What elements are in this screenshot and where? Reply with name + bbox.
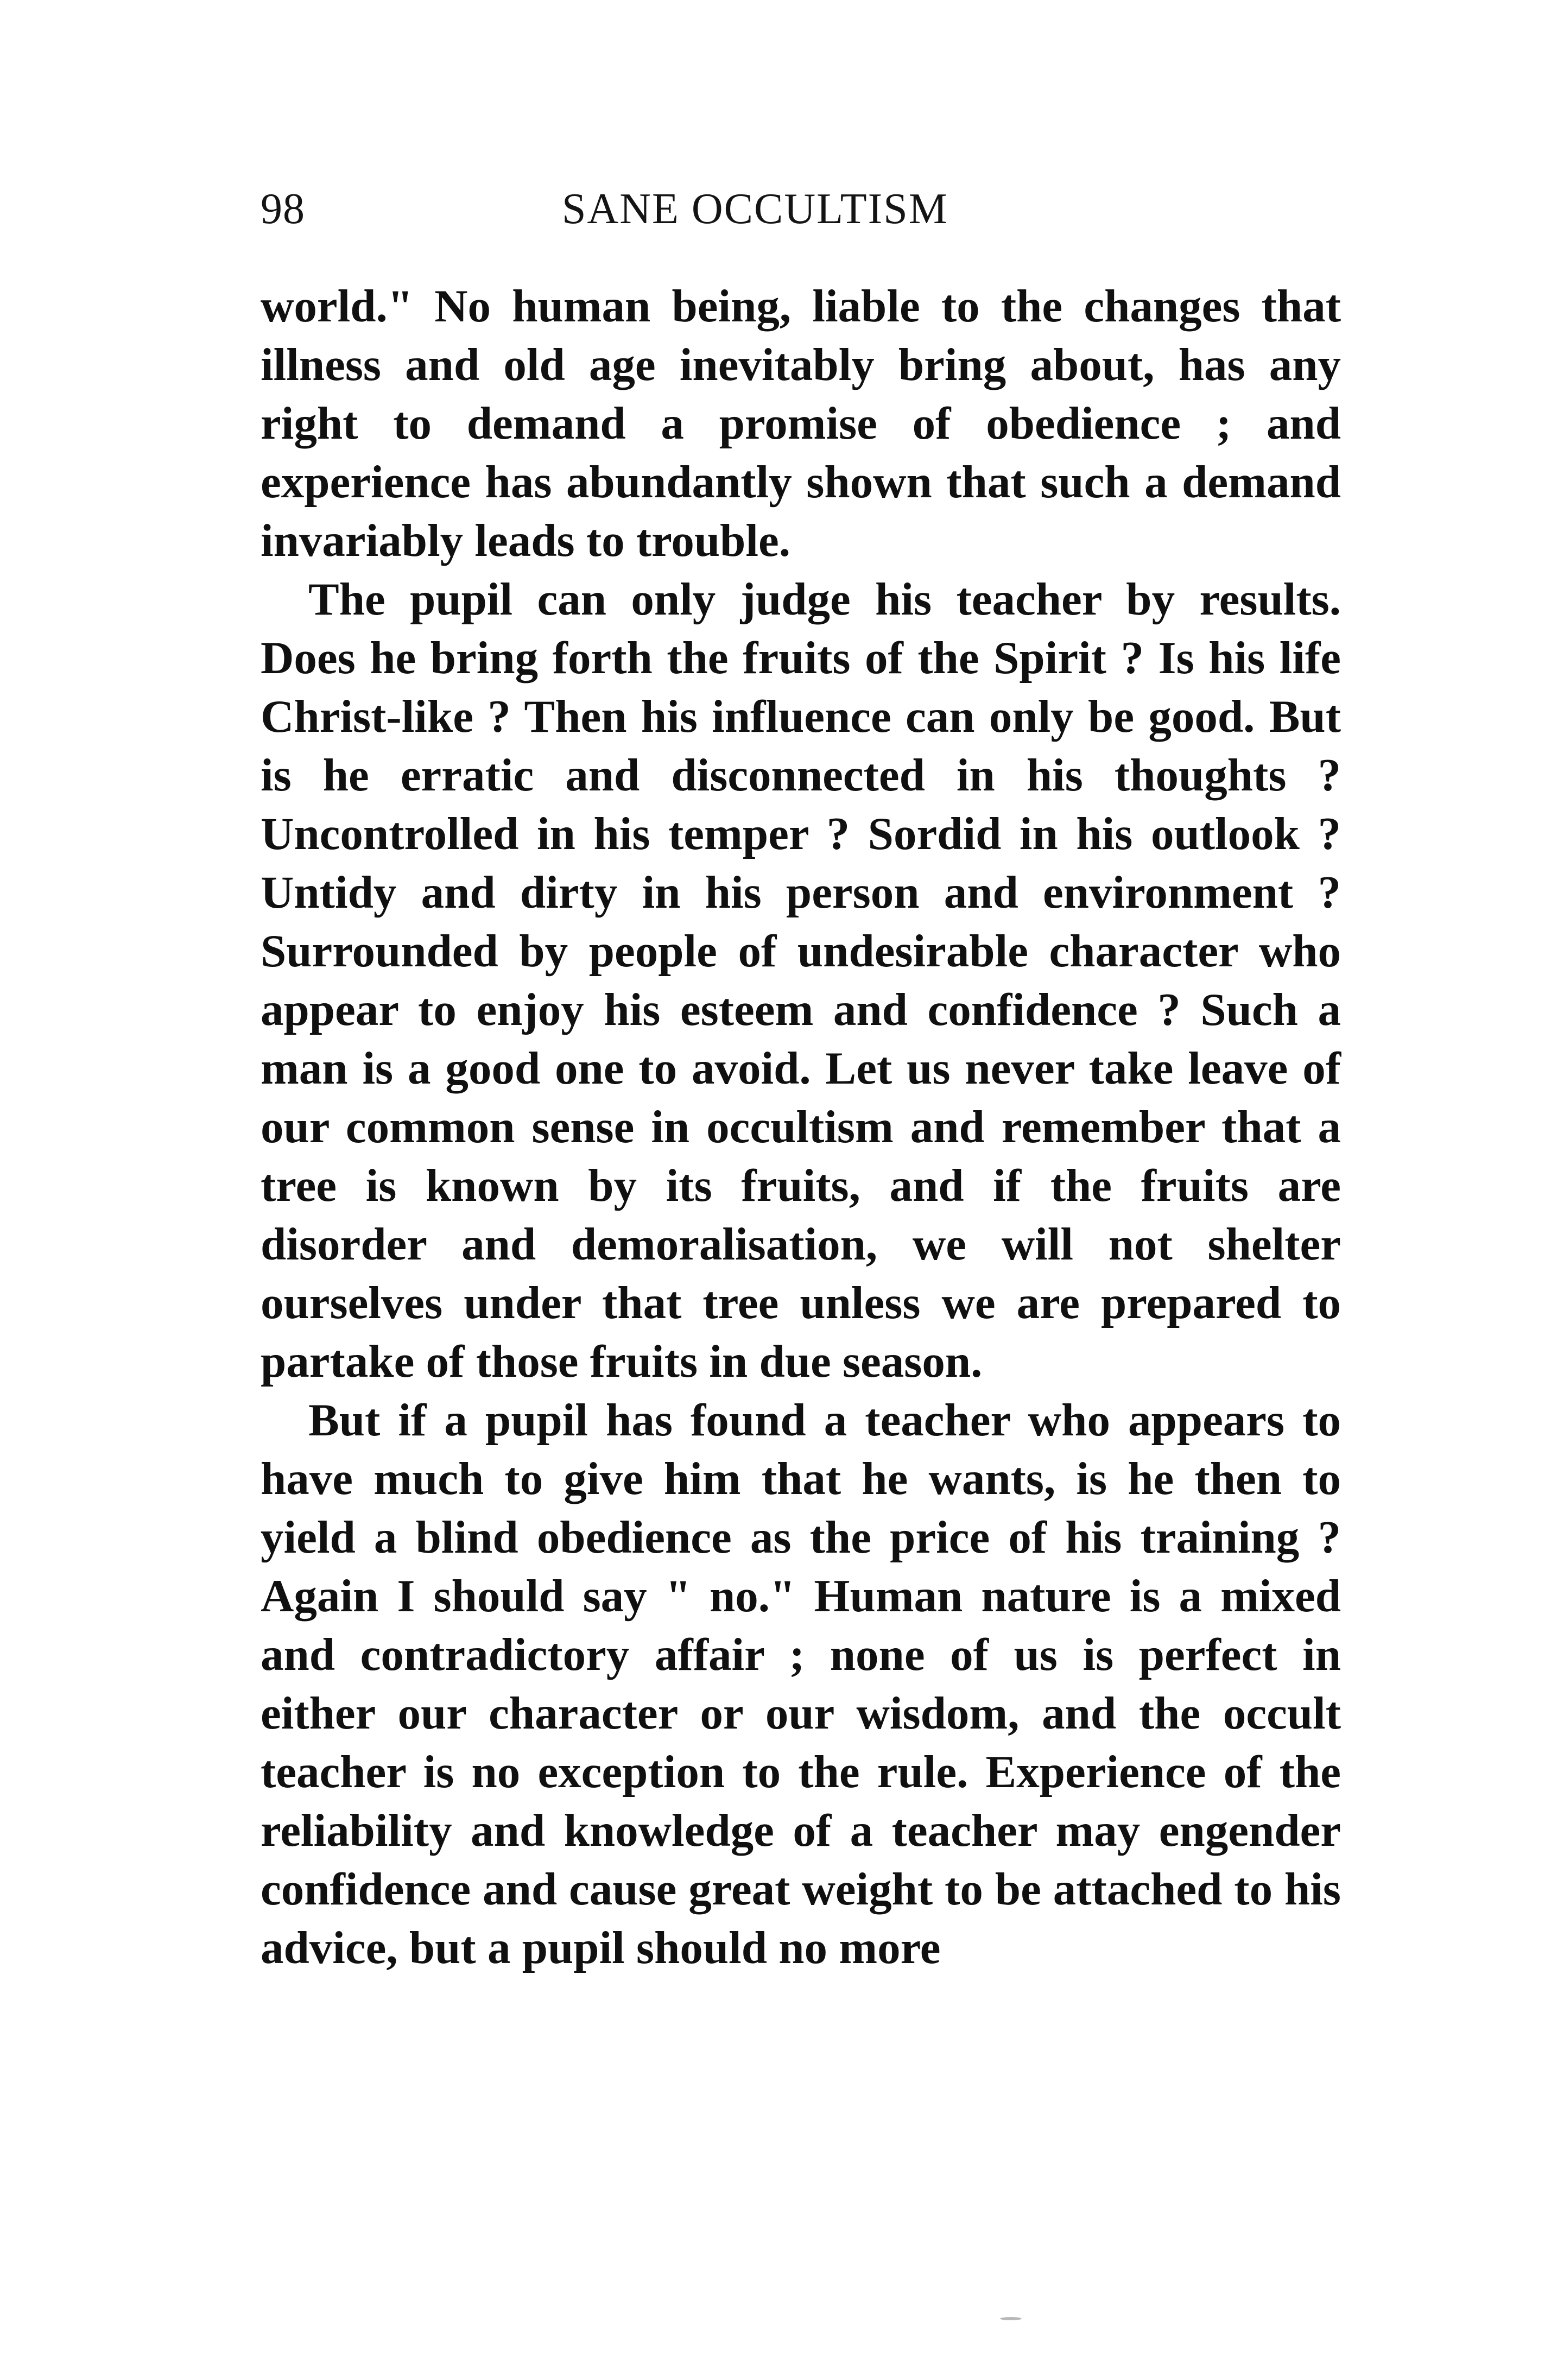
body-text — [261, 277, 1341, 1977]
paragraph: But if a pupil has found a teacher who appears to have much to give him that he wants, is he then to yield a blind obedience as the price of his training ? Again I should say " no." Human nature is a mixed and contradictory affair ; none of us is perfect in either our character or our wisdom, and the occult teacher is no exception to the rule. Experience of the reliability and knowledge of a teacher may engender confidence and cause great weight to be attached to his advice, but a pupil should no more — [261, 1395, 1341, 1973]
running-head: SANE OCCULTISM — [562, 185, 948, 233]
paragraph: The pupil can only judge his teacher by results. Does he bring forth the fruits of the Spirit ? Is his life Christ-like ? Then his influence can only be good. But is he erratic and disconnected in his thoughts ? Uncontrolled in his temper ? Sordid in his outlook ? Untidy and dirty in his person and environment ? Surrounded by people of undesirable character who appear to enjoy his esteem and confidence ? Such a man is a good one to avoid. Let us never take leave of our common sense in occultism and remember that a tree is known by its fruits, and if the fruits are disorder and demoralisation, we will not shelter ourselves under that tree unless we are prepared to partake of those fruits in due season. — [261, 574, 1341, 1387]
page-header — [261, 185, 1341, 250]
page-number: 98 — [261, 185, 305, 233]
paragraph-continued: world." No human being, liable to the changes that illness and old age inevitably bring about, has any right to demand a promise of obedience ; and experience has abundantly shown that such a demand invariably leads to trouble. — [261, 281, 1341, 566]
ink-speck — [1000, 2317, 1022, 2320]
